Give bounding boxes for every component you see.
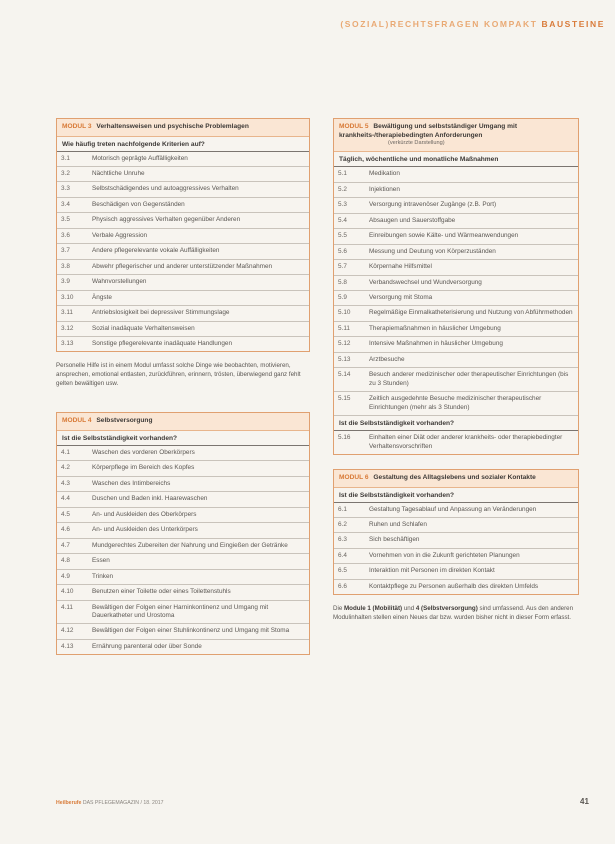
module5-question: Täglich, wöchentliche und monatliche Maßnahmen bbox=[334, 152, 578, 167]
criterion-number: 5.8 bbox=[338, 278, 347, 286]
note-text-1: Die bbox=[333, 605, 345, 613]
criterion-row bbox=[334, 291, 578, 306]
module6-label: MODUL 6 bbox=[339, 474, 369, 481]
criterion-number: 3.12 bbox=[61, 324, 74, 332]
criterion-number: 3.6 bbox=[61, 231, 70, 239]
criterion-row bbox=[57, 244, 309, 259]
header-section: BAUSTEINE bbox=[541, 19, 605, 29]
criterion-row bbox=[334, 337, 578, 352]
module5-header bbox=[334, 119, 578, 152]
criterion-row bbox=[334, 580, 578, 594]
criterion-row bbox=[57, 539, 309, 554]
module5-list bbox=[334, 167, 578, 415]
criterion-number: 5.2 bbox=[338, 185, 347, 193]
module3-box bbox=[56, 118, 310, 352]
criterion-text: An- und Auskleiden des Oberkörpers bbox=[92, 510, 197, 518]
criterion-number: 3.9 bbox=[61, 278, 70, 286]
criterion-number: 5.5 bbox=[338, 232, 347, 240]
criterion-row bbox=[334, 322, 578, 337]
criterion-row bbox=[57, 640, 309, 654]
module6-box bbox=[333, 469, 579, 595]
criterion-row bbox=[57, 492, 309, 507]
criterion-row bbox=[334, 306, 578, 321]
criterion-text: Vornehmen von in die Zukunft gerichteten Planungen bbox=[369, 551, 520, 559]
criterion-number: 6.3 bbox=[338, 536, 347, 544]
criterion-text: Andere pflegerelevante vokale Auffälligkeiten bbox=[92, 247, 220, 255]
criterion-row bbox=[334, 564, 578, 579]
criterion-number: 4.11 bbox=[61, 603, 73, 611]
criterion-number: 5.10 bbox=[338, 309, 351, 317]
criterion-text: Medikation bbox=[369, 170, 400, 178]
criterion-number: 3.7 bbox=[61, 247, 70, 255]
criterion-text: Abwehr pflegerischer und anderer unterstützender Maßnahmen bbox=[92, 262, 273, 270]
criterion-number: 6.6 bbox=[338, 582, 347, 590]
modules-note bbox=[333, 605, 579, 622]
module4-label: MODUL 4 bbox=[62, 417, 92, 425]
criterion-row bbox=[334, 214, 578, 229]
criterion-text: Regelmäßige Einmalkatheterisierung und Nutzung von Abführmethoden bbox=[369, 309, 573, 317]
criterion-number: 4.3 bbox=[61, 479, 70, 487]
criterion-text: Wahnvorstellungen bbox=[92, 278, 147, 286]
module5-subtitle: (verkürzte Darstellung) bbox=[388, 140, 445, 147]
criterion-text: Antriebslosigkeit bei depressiver Stimmungslage bbox=[92, 309, 230, 317]
criterion-text: Benutzen einer Toilette oder eines Toilettenstuhls bbox=[92, 588, 231, 596]
criterion-row bbox=[57, 152, 309, 167]
left-column bbox=[56, 118, 310, 665]
criterion-number: 5.15 bbox=[338, 395, 351, 403]
criterion-row bbox=[57, 477, 309, 492]
criterion-row bbox=[334, 183, 578, 198]
criterion-number: 5.12 bbox=[338, 340, 351, 348]
criterion-number: 3.5 bbox=[61, 216, 70, 224]
criterion-text: Sonstige pflegerelevante inadäquate Handlungen bbox=[92, 340, 232, 347]
note-text-3: sind umfassend. Aus den anderen Modulinhalten stellen einen Neues dar bzw. wurden bisher nicht in dieser Form erfasst. bbox=[333, 605, 574, 621]
criterion-number: 6.1 bbox=[338, 505, 347, 513]
criterion-number: 5.4 bbox=[338, 216, 347, 224]
criterion-number: 3.1 bbox=[61, 154, 70, 162]
criterion-number: 5.16 bbox=[338, 434, 351, 442]
criterion-text: Ruhen und Schlafen bbox=[369, 521, 427, 529]
criterion-text: Ernährung parenteral oder über Sonde bbox=[92, 642, 202, 650]
criterion-text: Beschädigen von Gegenständen bbox=[92, 200, 185, 208]
criterion-text: Absaugen und Sauerstoffgabe bbox=[369, 216, 456, 224]
criterion-text: Messung und Deutung von Körperzuständen bbox=[369, 247, 496, 255]
criterion-row bbox=[57, 167, 309, 182]
criterion-text: Körpernahe Hilfsmittel bbox=[369, 263, 432, 271]
header-topic: (SOZIAL)RECHTSFRAGEN KOMPAKT bbox=[340, 19, 538, 29]
module3-header bbox=[57, 119, 309, 137]
module5-list2 bbox=[334, 431, 578, 454]
module4-question: Ist die Selbstständigkeit vorhanden? bbox=[57, 431, 309, 446]
criterion-row bbox=[57, 570, 309, 585]
criterion-number: 5.3 bbox=[338, 201, 347, 209]
criterion-text: Bewältigen der Folgen einer Stuhlinkontinenz und Umgang mit Stoma bbox=[92, 627, 290, 635]
module6-list bbox=[334, 503, 578, 595]
criterion-row bbox=[57, 275, 309, 290]
module5-label: MODUL 5 bbox=[339, 123, 369, 130]
criterion-row bbox=[57, 601, 309, 625]
criterion-number: 6.5 bbox=[338, 567, 347, 575]
criterion-number: 4.12 bbox=[61, 627, 74, 635]
criterion-number: 4.2 bbox=[61, 464, 70, 472]
criterion-text: Arztbesuche bbox=[369, 355, 405, 363]
criterion-text: Sozial inadäquate Verhaltensweisen bbox=[92, 324, 195, 332]
criterion-text: Duschen und Baden inkl. Haarewaschen bbox=[92, 495, 208, 503]
criterion-row bbox=[334, 167, 578, 182]
module5-question2: Ist die Selbstständigkeit vorhanden? bbox=[334, 415, 578, 431]
criterion-row bbox=[334, 431, 578, 454]
criterion-row bbox=[334, 198, 578, 213]
criterion-text: Nächtliche Unruhe bbox=[92, 170, 145, 178]
module4-title: Selbstversorgung bbox=[96, 417, 153, 425]
criterion-number: 6.4 bbox=[338, 551, 347, 559]
criterion-row bbox=[57, 260, 309, 275]
module3-list bbox=[57, 152, 309, 352]
section-header bbox=[340, 19, 605, 29]
criterion-row bbox=[334, 533, 578, 548]
criterion-number: 3.3 bbox=[61, 185, 70, 193]
criterion-row bbox=[334, 549, 578, 564]
criterion-text: Versorgung mit Stoma bbox=[369, 294, 433, 302]
criterion-text: Einreibungen sowie Kälte- und Wärmeanwendungen bbox=[369, 232, 519, 240]
criterion-row bbox=[57, 337, 309, 351]
criterion-number: 3.2 bbox=[61, 170, 70, 178]
criterion-text: Physisch aggressives Verhalten gegenüber Anderen bbox=[92, 216, 241, 224]
criterion-text: Sich beschäftigen bbox=[369, 536, 420, 544]
right-column bbox=[333, 118, 579, 647]
criterion-number: 5.14 bbox=[338, 371, 351, 379]
criterion-text: Mundgerechtes Zubereiten der Nahrung und Eingießen der Getränke bbox=[92, 541, 288, 549]
criterion-text: Therapiemaßnahmen in häuslicher Umgebung bbox=[369, 324, 501, 332]
criterion-text: Kontaktpflege zu Personen außerhalb des direkten Umfelds bbox=[369, 582, 539, 590]
criterion-number: 3.8 bbox=[61, 262, 70, 270]
footer-issue: DAS PFLEGEMAGAZIN / 18. 2017 bbox=[81, 800, 164, 806]
criterion-row bbox=[57, 306, 309, 321]
criterion-number: 6.2 bbox=[338, 521, 347, 529]
criterion-text: Trinken bbox=[92, 572, 114, 580]
criterion-row bbox=[334, 229, 578, 244]
footer-journal-name: Heilberufe bbox=[56, 800, 82, 806]
criterion-number: 4.13 bbox=[61, 642, 74, 650]
criterion-row bbox=[334, 503, 578, 518]
note-bold-2: 4 (Selbstversorgung) bbox=[415, 605, 478, 613]
criterion-row bbox=[57, 229, 309, 244]
module3-note: Personelle Hilfe ist in einem Modul umfasst solche Dinge wie beobachten, motivieren, ansprechen, emotional entlasten, zurückführen, erinnern, trösten, überwiegend ganz fehlt gelten bewältigen usw. bbox=[56, 362, 301, 387]
criterion-row bbox=[57, 198, 309, 213]
criterion-row bbox=[57, 554, 309, 569]
criterion-number: 5.6 bbox=[338, 247, 347, 255]
criterion-row bbox=[334, 518, 578, 533]
criterion-number: 4.1 bbox=[61, 449, 70, 457]
criterion-row bbox=[57, 461, 309, 476]
criterion-text: Interaktion mit Personen im direkten Kontakt bbox=[369, 567, 495, 575]
module4-list bbox=[57, 446, 309, 654]
criterion-text: Essen bbox=[92, 557, 110, 565]
note-text-2: und bbox=[402, 605, 416, 613]
criterion-text: Zeitlich ausgedehnte Besuche medizinischer therapeutischer Einrichtungen (mehr als 3 Stunden) bbox=[369, 395, 542, 411]
module6-header bbox=[334, 470, 578, 488]
footer-journal bbox=[56, 800, 164, 806]
criterion-row bbox=[57, 446, 309, 461]
criterion-row bbox=[334, 392, 578, 415]
module6-question: Ist die Selbstständigkeit vorhanden? bbox=[334, 488, 578, 503]
criterion-text: Waschen des vorderen Oberkörpers bbox=[92, 449, 195, 457]
criterion-text: Einhalten einer Diät oder anderer krankheits- oder therapiebedingter Verhaltensvorschriften bbox=[369, 434, 563, 450]
criterion-row bbox=[57, 508, 309, 523]
criterion-text: Bewältigen der Folgen einer Harninkontinenz und Umgang mit Dauerkatheter und Urostoma bbox=[92, 603, 269, 620]
criterion-number: 4.8 bbox=[61, 557, 70, 565]
criterion-row bbox=[334, 353, 578, 368]
criterion-number: 3.13 bbox=[61, 340, 74, 347]
criterion-number: 4.5 bbox=[61, 510, 70, 518]
page-number: 41 bbox=[580, 797, 589, 806]
module4-box bbox=[56, 412, 310, 655]
criterion-text: Gestaltung Tagesablauf und Anpassung an Veränderungen bbox=[369, 505, 537, 513]
criterion-number: 5.11 bbox=[338, 324, 350, 332]
criterion-row bbox=[334, 368, 578, 392]
criterion-text: Intensive Maßnahmen in häuslicher Umgebung bbox=[369, 340, 503, 348]
module6-title: Gestaltung des Alltagslebens und sozialer Kontakte bbox=[373, 474, 536, 481]
criterion-text: Ängste bbox=[92, 293, 112, 301]
criterion-text: Selbstschädigendes und autoaggressives Verhalten bbox=[92, 185, 239, 193]
criterion-row bbox=[57, 291, 309, 306]
criterion-number: 4.6 bbox=[61, 526, 70, 534]
criterion-row bbox=[57, 213, 309, 228]
criterion-row bbox=[334, 245, 578, 260]
criterion-number: 5.7 bbox=[338, 263, 347, 271]
criterion-number: 4.4 bbox=[61, 495, 70, 503]
criterion-number: 4.7 bbox=[61, 541, 70, 549]
note-bold-1: Module 1 (Mobilität) bbox=[344, 605, 403, 613]
criterion-row bbox=[57, 624, 309, 639]
criterion-row bbox=[334, 276, 578, 291]
criterion-row bbox=[334, 260, 578, 275]
criterion-text: Verbandswechsel und Wundversorgung bbox=[369, 278, 482, 286]
criterion-row bbox=[57, 585, 309, 600]
module4-header bbox=[57, 413, 309, 431]
module3-question: Wie häufig treten nachfolgende Kriterien auf? bbox=[57, 137, 309, 152]
criterion-number: 4.10 bbox=[61, 588, 74, 596]
criterion-text: Verbale Aggression bbox=[92, 231, 148, 239]
criterion-text: Besuch anderer medizinischer oder therapeutischer Einrichtungen (bis zu 3 Stunden) bbox=[369, 371, 569, 387]
criterion-text: Versorgung intravenöser Zugänge (z.B. Port) bbox=[369, 201, 497, 209]
module3-label: MODUL 3 bbox=[62, 123, 92, 130]
criterion-row bbox=[57, 322, 309, 337]
criterion-text: Injektionen bbox=[369, 185, 400, 193]
criterion-number: 5.1 bbox=[338, 170, 347, 178]
criterion-number: 5.13 bbox=[338, 355, 351, 363]
criterion-text: An- und Auskleiden des Unterkörpers bbox=[92, 526, 198, 534]
criterion-number: 4.9 bbox=[61, 572, 70, 580]
criterion-number: 3.10 bbox=[61, 293, 74, 301]
module5-title: Bewältigung und selbstständiger Umgang mit krankheits-/therapiebedingten Anforderungen bbox=[339, 123, 518, 139]
criterion-number: 3.11 bbox=[61, 309, 73, 317]
module5-box bbox=[333, 118, 579, 455]
criterion-row bbox=[57, 523, 309, 538]
criterion-text: Motorisch geprägte Auffälligkeiten bbox=[92, 154, 188, 162]
criterion-number: 3.4 bbox=[61, 200, 70, 208]
module3-title: Verhaltensweisen und psychische Problemlagen bbox=[96, 123, 249, 130]
criterion-text: Waschen des Intimbereichs bbox=[92, 479, 171, 487]
criterion-row bbox=[57, 182, 309, 197]
criterion-number: 5.9 bbox=[338, 294, 347, 302]
criterion-text: Körperpflege im Bereich des Kopfes bbox=[92, 464, 195, 472]
